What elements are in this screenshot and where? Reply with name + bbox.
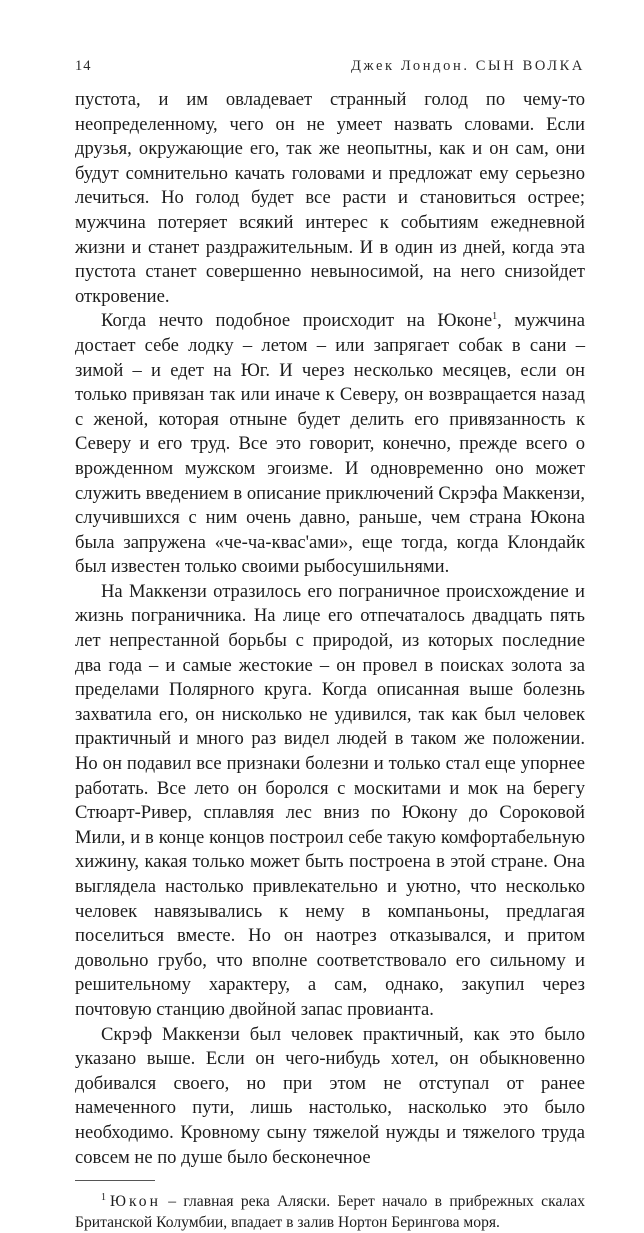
paragraph-4: Скрэф Маккензи был человек практичный, как это было указано выше. Если он чего-нибудь хотел, он обыкновенно добивался своего, но при этом не отступал от ранее намеченного пути, лишь настолько, насколько это было необходимо. Кровному сыну тяжелой нужды и тяжелого труда совсем не по душе было бесконечное [75,1023,585,1168]
footnote-marker: 1 [101,1191,106,1203]
paragraph-2-text-after: , мужчина достает себе лодку – летом – или запрягает собак в сани – зимой – и едет на Юг. И через несколько месяцев, если он только привязан так или иначе к Северу, он возвращается назад с женой, которая отныне будет делить его привязанность к Северу и его труд. Все это говорит, конечно, прежде всего о врожденном мужском эгоизме. И одновременно оно может служить введением в описание приключений Скрэфа Маккензи, случившихся с ним очень давно, раньше, чем страна Юкона была запружена «че-ча-квас'ами», еще тогда, когда Клондайк был известен только своими рыбосушильнями. [75,310,585,578]
body-text [75,88,585,1170]
footnote-divider [75,1180,155,1181]
paragraph-2-text-before: Когда нечто подобное происходит на Юконе [101,310,493,332]
footnote-term: Юкон [110,1193,161,1211]
paragraph-2 [75,309,585,580]
footnote-reference[interactable]: 1 [492,311,498,323]
paragraph-1: пустота, и им овладевает странный голод по чему-то неопределенному, чего он не умеет назвать словами. Если друзья, окружающие его, так же неопытны, как и он сам, они будут сомнительно качать головами и предложат ему серьезно лечиться. Но голод будет все расти и становиться острее; мужчина потеряет всякий интерес к событиям ежедневной жизни и станет раздражительным. И в один из дней, когда эта пустота станет совершенно невыносимой, на него снизойдет откровение. [75,89,585,307]
footnote-text: – главная река Аляски. Берет начало в прибрежных скалах Британской Колумбии, впадает в залив Нортон Берингова моря. [75,1193,585,1232]
book-page [75,58,585,1233]
running-header [75,58,585,80]
paragraph-3: На Маккензи отразилось его пограничное происхождение и жизнь пограничника. На лице его отпечаталось двадцать пять лет непрестанной борьбы с природой, из которых последние два года – и самые жестокие – он провел в поисках золота за пределами Полярного круга. Когда описанная выше болезнь захватила его, он нисколько не удивился, так как был человек практичный и много раз видел людей в таком же положении. Но он подавил все признаки болезни и только стал еще упорнее работать. Все лето он боролся с москитами и мок на берегу Стюарт-Ривер, сплавляя лес вниз по Юкону до Сороковой Мили, и в конце концов построил себе такую комфортабельную хижину, какая только может быть построена в этой стране. Она выглядела настолько привлекательно и уютно, что несколько человек навязывались к нему в компаньоны, предлагая поселиться вместе. Но он наотрез отказывался, и притом довольно грубо, что вполне соответствовало его сильному и решительному характеру, а сам, однако, закупил через почтовую станцию двойной запас провианта. [75,580,585,1020]
footnote [75,1191,585,1233]
running-title: Джек Лондон. СЫН ВОЛКА [351,58,585,74]
page-number: 14 [75,58,92,74]
